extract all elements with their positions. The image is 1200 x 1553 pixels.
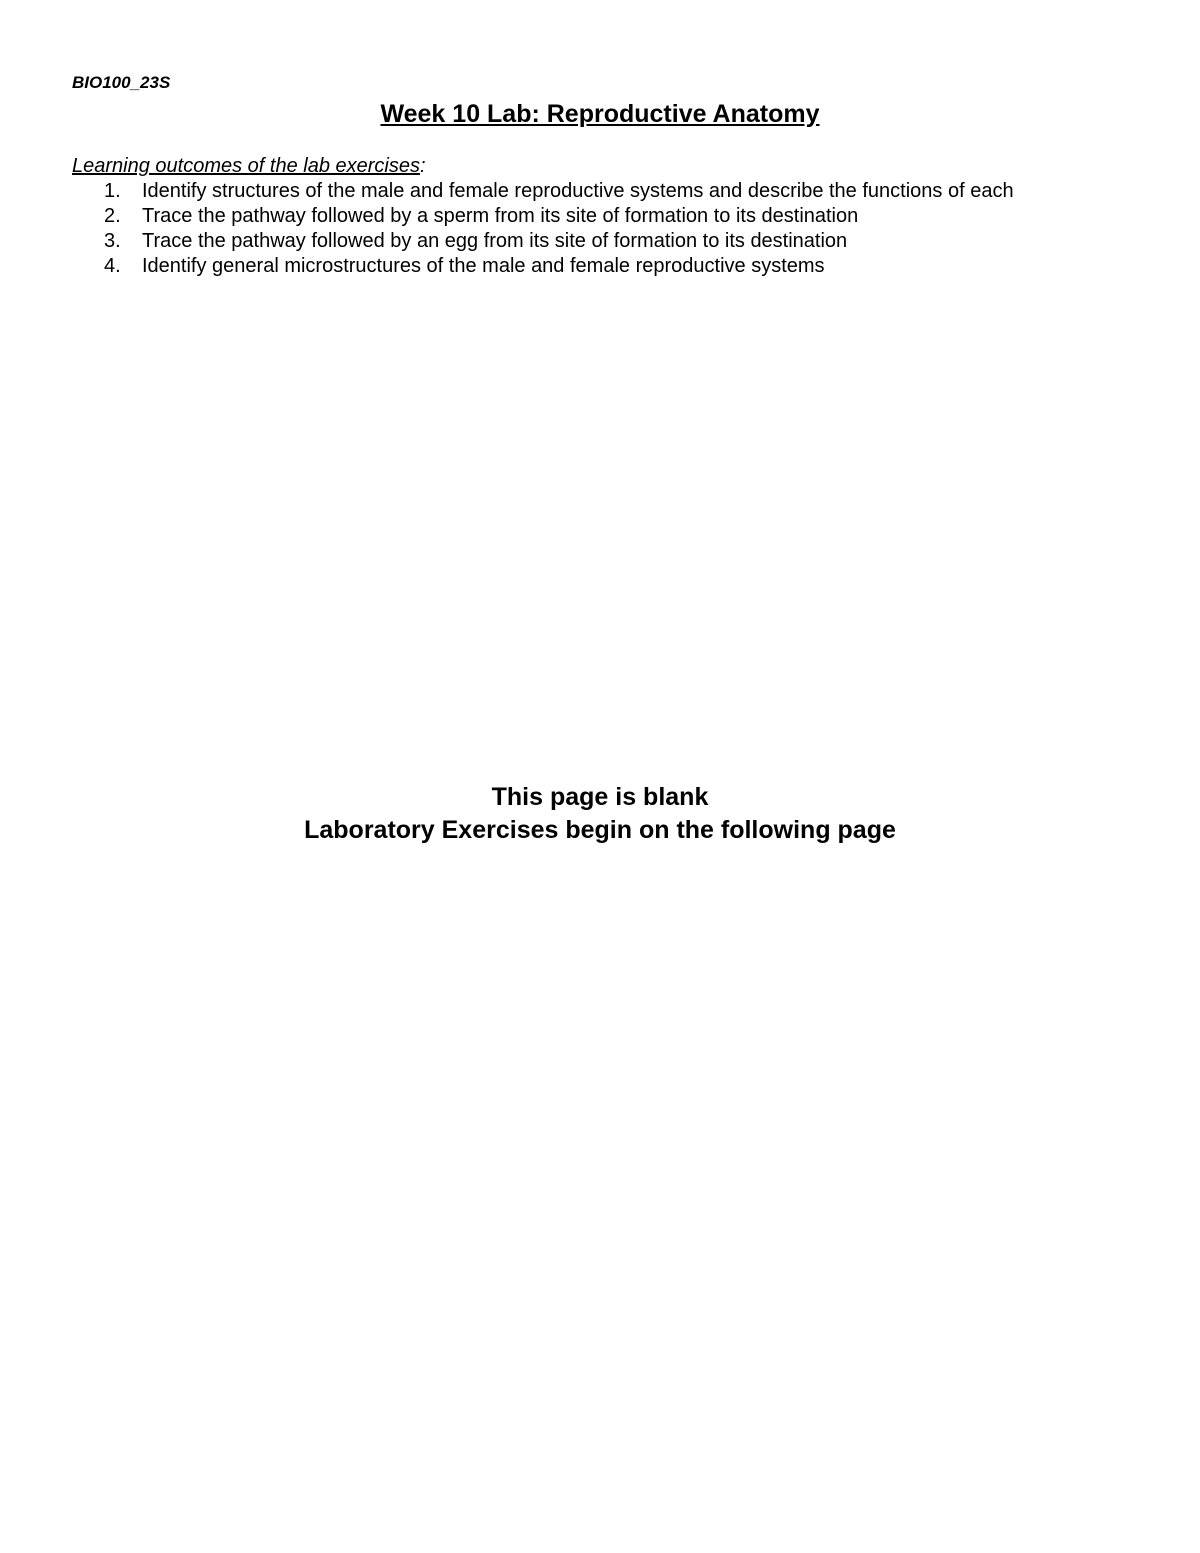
outcomes-list: [104, 179, 1014, 279]
list-item-number: 1.: [104, 180, 121, 202]
outcomes-heading: [72, 154, 426, 178]
list-item-number: 2.: [104, 205, 121, 227]
list-item-text: Identify structures of the male and female reproductive systems and describe the functions of each: [142, 180, 1014, 202]
list-item-text: Trace the pathway followed by a sperm from its site of formation to its destination: [142, 205, 859, 227]
page-title: Week 10 Lab: Reproductive Anatomy: [380, 100, 820, 128]
list-item: [104, 204, 1014, 229]
blank-page-line: This page is blank: [491, 783, 709, 811]
list-item: [104, 254, 1014, 279]
list-item: [104, 179, 1014, 204]
list-item: [104, 229, 1014, 254]
list-item-number: 4.: [104, 255, 121, 277]
course-code: BIO100_23S: [72, 73, 171, 92]
outcomes-heading-colon: :: [419, 155, 426, 177]
list-item-text: Identify general microstructures of the male and female reproductive systems: [142, 255, 825, 277]
list-item-text: Trace the pathway followed by an egg from its site of formation to its destination: [142, 230, 848, 252]
list-item-number: 3.: [104, 230, 121, 252]
blank-page-notice: [0, 781, 1200, 847]
outcomes-heading-text: Learning outcomes of the lab exercises: [72, 155, 420, 177]
next-page-line: Laboratory Exercises begin on the following page: [304, 816, 896, 844]
